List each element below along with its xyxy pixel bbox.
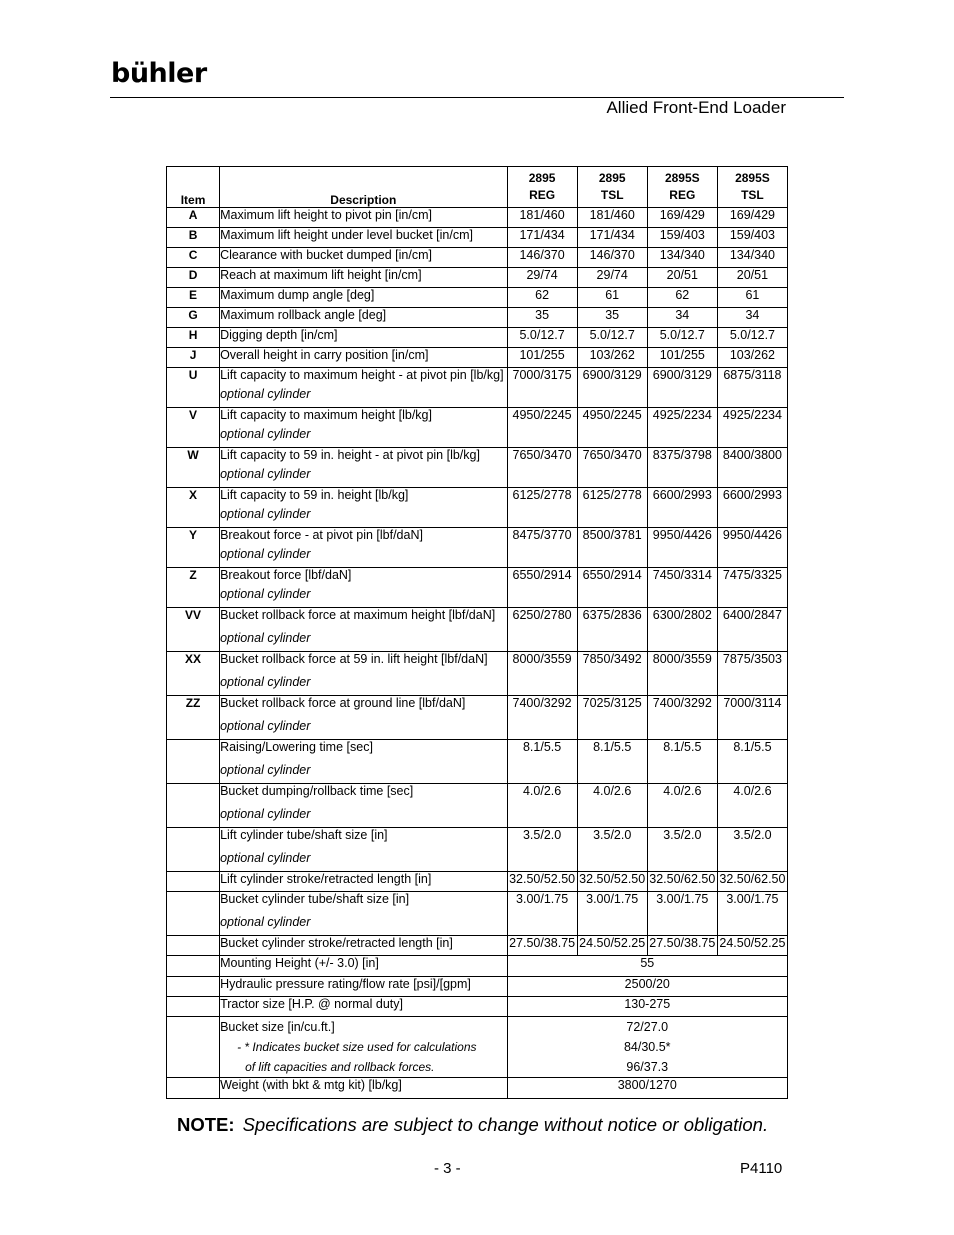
row-value: 103/262 <box>577 348 647 368</box>
table-row <box>167 997 788 1017</box>
row-value: 7850/3492 <box>577 652 647 696</box>
row-value: 6900/3129 <box>577 368 647 408</box>
header-model-2895s-reg <box>647 167 717 208</box>
model-name: 2895 <box>598 171 626 185</box>
row-value-merged: 55 <box>507 956 787 977</box>
row-value: 27.50/38.75 <box>507 936 577 956</box>
row-value: 8000/3559 <box>647 652 717 696</box>
item-code: J <box>167 348 220 368</box>
item-code <box>167 936 220 956</box>
row-description: Clearance with bucket dumped [in/cm] <box>220 248 507 268</box>
row-value: 7650/3470 <box>577 448 647 488</box>
row-value: 3.5/2.0 <box>647 828 717 872</box>
row-value: 5.0/12.7 <box>647 328 717 348</box>
row-description <box>220 784 507 828</box>
row-value: 3.00/1.75 <box>717 892 787 936</box>
row-value: 159/403 <box>717 228 787 248</box>
item-code: V <box>167 408 220 448</box>
table-row <box>167 1017 788 1078</box>
item-code <box>167 740 220 784</box>
optional-cylinder-label: optional cylinder <box>220 631 311 645</box>
model-variant: REG <box>669 188 696 202</box>
row-description-text: Lift capacity to maximum height - at pivot pin [lb/kg] <box>220 368 504 382</box>
row-value: 6600/2993 <box>647 488 717 528</box>
row-value: 103/262 <box>717 348 787 368</box>
table-row <box>167 228 788 248</box>
document-number: P4110 <box>740 1160 783 1177</box>
item-code <box>167 956 220 977</box>
bucket-size-value: 84/30.5* <box>623 1040 671 1054</box>
row-value: 20/51 <box>647 268 717 288</box>
row-value: 146/370 <box>507 248 577 268</box>
row-value: 181/460 <box>577 208 647 228</box>
row-value: 8.1/5.5 <box>577 740 647 784</box>
row-description: Maximum lift height under level bucket [in/cm] <box>220 228 507 248</box>
table-row <box>167 268 788 288</box>
row-value: 4.0/2.6 <box>507 784 577 828</box>
row-value: 171/434 <box>577 228 647 248</box>
table-row <box>167 892 788 936</box>
model-variant: TSL <box>741 188 764 202</box>
row-value: 4925/2234 <box>717 408 787 448</box>
item-code: U <box>167 368 220 408</box>
row-value: 7875/3503 <box>717 652 787 696</box>
table-row <box>167 872 788 892</box>
table-row <box>167 288 788 308</box>
row-description: Reach at maximum lift height [in/cm] <box>220 268 507 288</box>
row-description-text: Raising/Lowering time [sec] <box>220 740 373 754</box>
row-value: 4950/2245 <box>507 408 577 448</box>
row-value: 4.0/2.6 <box>647 784 717 828</box>
item-code: B <box>167 228 220 248</box>
model-name: 2895S <box>735 171 770 185</box>
row-value: 5.0/12.7 <box>717 328 787 348</box>
optional-cylinder-label: optional cylinder <box>220 763 311 777</box>
row-description <box>220 652 507 696</box>
model-name: 2895 <box>528 171 556 185</box>
row-value: 32.50/52.50 <box>507 872 577 892</box>
row-value-merged: 3800/1270 <box>507 1078 787 1099</box>
row-value: 27.50/38.75 <box>647 936 717 956</box>
document-title: Allied Front-End Loader <box>606 98 786 117</box>
row-description: Maximum lift height to pivot pin [in/cm] <box>220 208 507 228</box>
optional-cylinder-label: optional cylinder <box>220 719 311 733</box>
table-row <box>167 784 788 828</box>
item-code: G <box>167 308 220 328</box>
optional-cylinder-label: optional cylinder <box>220 807 311 821</box>
row-value: 32.50/52.50 <box>577 872 647 892</box>
row-value: 3.5/2.0 <box>507 828 577 872</box>
table-row <box>167 977 788 997</box>
row-value: 8375/3798 <box>647 448 717 488</box>
row-description-text: Bucket rollback force at ground line [lbf/daN] <box>220 696 466 710</box>
row-value: 6375/2836 <box>577 608 647 652</box>
table-row <box>167 208 788 228</box>
row-description <box>220 528 507 568</box>
row-value: 7025/3125 <box>577 696 647 740</box>
model-name: 2895S <box>664 171 700 185</box>
item-code: Y <box>167 528 220 568</box>
optional-cylinder-rows <box>167 368 788 872</box>
row-value: 32.50/62.50 <box>647 872 717 892</box>
row-description-text: Bucket dumping/rollback time [sec] <box>220 784 414 798</box>
table-row <box>167 348 788 368</box>
table-row <box>167 936 788 956</box>
optional-cylinder-label: optional cylinder <box>220 547 311 561</box>
row-description <box>220 892 507 936</box>
row-description-text: Lift capacity to 59 in. height - at pivot pin [lb/kg] <box>220 448 480 462</box>
item-code <box>167 784 220 828</box>
table-row <box>167 368 788 408</box>
row-value: 8000/3559 <box>507 652 577 696</box>
row-value: 4925/2234 <box>647 408 717 448</box>
item-code: XX <box>167 652 220 696</box>
row-value: 171/434 <box>507 228 577 248</box>
row-value: 7400/3292 <box>507 696 577 740</box>
optional-cylinder-label: optional cylinder <box>220 507 311 521</box>
row-value-merged: 130-275 <box>507 997 787 1017</box>
row-description: Bucket cylinder stroke/retracted length [in] <box>220 936 507 956</box>
row-value: 20/51 <box>717 268 787 288</box>
row-value: 7000/3114 <box>717 696 787 740</box>
bucket-note-line-2: of lift capacities and rollback forces. <box>245 1060 435 1074</box>
item-code <box>167 872 220 892</box>
row-value: 4.0/2.6 <box>577 784 647 828</box>
table-row <box>167 608 788 652</box>
buhler-logo: bühler <box>111 58 207 89</box>
row-description: Tractor size [H.P. @ normal duty] <box>220 997 507 1017</box>
row-description <box>220 828 507 872</box>
bucket-size-value: 96/37.3 <box>626 1060 669 1074</box>
table-row <box>167 448 788 488</box>
optional-cylinder-label: optional cylinder <box>220 915 311 929</box>
table-row <box>167 652 788 696</box>
row-value: 6900/3129 <box>647 368 717 408</box>
row-value: 4950/2245 <box>577 408 647 448</box>
row-value: 3.00/1.75 <box>577 892 647 936</box>
row-value: 7000/3175 <box>507 368 577 408</box>
table-row <box>167 828 788 872</box>
note-label: NOTE: <box>177 1114 235 1135</box>
table-header-row <box>167 167 788 208</box>
row-description-text: Bucket cylinder tube/shaft size [in] <box>220 892 410 906</box>
item-code <box>167 1078 220 1099</box>
item-code <box>167 892 220 936</box>
row-value: 6250/2780 <box>507 608 577 652</box>
row-value: 29/74 <box>577 268 647 288</box>
header-model-2895-reg <box>507 167 577 208</box>
row-value: 6400/2847 <box>717 608 787 652</box>
row-value: 8500/3781 <box>577 528 647 568</box>
row-value: 3.5/2.0 <box>717 828 787 872</box>
row-value: 146/370 <box>577 248 647 268</box>
row-value: 7400/3292 <box>647 696 717 740</box>
row-description-text: Lift capacity to 59 in. height [lb/kg] <box>220 488 409 502</box>
row-value: 9950/4426 <box>717 528 787 568</box>
row-description-text: Breakout force [lbf/daN] <box>220 568 352 582</box>
row-description <box>220 1017 507 1078</box>
row-value-merged: 2500/20 <box>507 977 787 997</box>
row-value: 134/340 <box>717 248 787 268</box>
item-code: D <box>167 268 220 288</box>
item-code: VV <box>167 608 220 652</box>
item-code: E <box>167 288 220 308</box>
row-value: 6600/2993 <box>717 488 787 528</box>
row-value: 24.50/52.25 <box>717 936 787 956</box>
row-value: 3.00/1.75 <box>647 892 717 936</box>
table-row <box>167 528 788 568</box>
row-description <box>220 448 507 488</box>
header-description: Description <box>220 167 507 208</box>
row-description: Digging depth [in/cm] <box>220 328 507 348</box>
row-value: 3.5/2.0 <box>577 828 647 872</box>
row-description-text: Bucket rollback force at 59 in. lift height [lbf/daN] <box>220 652 488 666</box>
row-value: 32.50/62.50 <box>717 872 787 892</box>
row-value: 6300/2802 <box>647 608 717 652</box>
table-row <box>167 308 788 328</box>
row-description-text: Lift cylinder tube/shaft size [in] <box>220 828 388 842</box>
note-text: Specifications are subject to change without notice or obligation. <box>242 1114 769 1135</box>
table-row <box>167 740 788 784</box>
row-value: 5.0/12.7 <box>507 328 577 348</box>
table-row <box>167 328 788 348</box>
optional-cylinder-label: optional cylinder <box>220 387 311 401</box>
row-description: Weight (with bkt & mtg kit) [lb/kg] <box>220 1078 507 1099</box>
row-value: 62 <box>647 288 717 308</box>
optional-cylinder-label: optional cylinder <box>220 587 311 601</box>
item-code: A <box>167 208 220 228</box>
row-value: 7475/3325 <box>717 568 787 608</box>
header-model-2895s-tsl <box>717 167 787 208</box>
row-value: 24.50/52.25 <box>577 936 647 956</box>
header-item: Item <box>167 167 220 208</box>
row-description <box>220 408 507 448</box>
item-code: ZZ <box>167 696 220 740</box>
row-description <box>220 740 507 784</box>
row-description <box>220 488 507 528</box>
page-number: - 3 - <box>434 1160 461 1177</box>
row-value: 169/429 <box>647 208 717 228</box>
row-value: 62 <box>507 288 577 308</box>
table-row <box>167 1078 788 1099</box>
item-code: Z <box>167 568 220 608</box>
model-variant: TSL <box>600 188 624 202</box>
row-value: 8.1/5.5 <box>507 740 577 784</box>
item-code <box>167 977 220 997</box>
row-value: 3.00/1.75 <box>507 892 577 936</box>
bucket-note-line-1: - * Indicates bucket size used for calculations <box>237 1040 477 1054</box>
header-model-2895-tsl <box>577 167 647 208</box>
row-description: Maximum dump angle [deg] <box>220 288 507 308</box>
optional-cylinder-label: optional cylinder <box>220 675 311 689</box>
disclaimer-note <box>177 1114 768 1136</box>
row-value: 7450/3314 <box>647 568 717 608</box>
item-code: W <box>167 448 220 488</box>
row-value: 34 <box>717 308 787 328</box>
simple-rows <box>167 208 788 368</box>
row-value: 4.0/2.6 <box>717 784 787 828</box>
table-row <box>167 956 788 977</box>
table-row <box>167 248 788 268</box>
row-value: 35 <box>577 308 647 328</box>
row-value: 6550/2914 <box>577 568 647 608</box>
row-value: 6875/3118 <box>717 368 787 408</box>
row-value: 7650/3470 <box>507 448 577 488</box>
row-value: 181/460 <box>507 208 577 228</box>
row-description-text: Bucket size [in/cu.ft.] <box>220 1020 335 1034</box>
row-value: 29/74 <box>507 268 577 288</box>
row-value: 8.1/5.5 <box>647 740 717 784</box>
item-code: X <box>167 488 220 528</box>
row-description: Mounting Height (+/- 3.0) [in] <box>220 956 507 977</box>
bucket-size-value: 72/27.0 <box>626 1020 669 1034</box>
row-value: 9950/4426 <box>647 528 717 568</box>
row-value: 34 <box>647 308 717 328</box>
model-variant: REG <box>529 188 556 202</box>
row-description: Maximum rollback angle [deg] <box>220 308 507 328</box>
row-description <box>220 568 507 608</box>
row-value: 61 <box>717 288 787 308</box>
row-value: 134/340 <box>647 248 717 268</box>
item-code <box>167 997 220 1017</box>
row-description-text: Breakout force - at pivot pin [lbf/daN] <box>220 528 423 542</box>
table-row <box>167 408 788 448</box>
row-description <box>220 368 507 408</box>
row-value: 101/255 <box>647 348 717 368</box>
row-value: 61 <box>577 288 647 308</box>
row-value: 6125/2778 <box>507 488 577 528</box>
row-description-text: Lift capacity to maximum height [lb/kg] <box>220 408 432 422</box>
table-row <box>167 568 788 608</box>
row-value: 5.0/12.7 <box>577 328 647 348</box>
row-description: Overall height in carry position [in/cm] <box>220 348 507 368</box>
row-description <box>220 608 507 652</box>
row-description: Lift cylinder stroke/retracted length [in] <box>220 872 507 892</box>
row-description-text: Bucket rollback force at maximum height [lbf/daN] <box>220 608 496 622</box>
table-row <box>167 488 788 528</box>
table-row <box>167 696 788 740</box>
row-value: 169/429 <box>717 208 787 228</box>
optional-cylinder-label: optional cylinder <box>220 467 311 481</box>
row-value: 6550/2914 <box>507 568 577 608</box>
optional-cylinder-label: optional cylinder <box>220 427 311 441</box>
row-value: 8475/3770 <box>507 528 577 568</box>
row-value: 35 <box>507 308 577 328</box>
specifications-table <box>166 166 788 1099</box>
row-value: 8400/3800 <box>717 448 787 488</box>
row-description <box>220 696 507 740</box>
item-code: C <box>167 248 220 268</box>
row-value: 101/255 <box>507 348 577 368</box>
row-value: 8.1/5.5 <box>717 740 787 784</box>
item-code <box>167 1017 220 1078</box>
optional-cylinder-label: optional cylinder <box>220 851 311 865</box>
row-description: Hydraulic pressure rating/flow rate [psi]/[gpm] <box>220 977 507 997</box>
row-value: 159/403 <box>647 228 717 248</box>
item-code: H <box>167 328 220 348</box>
item-code <box>167 828 220 872</box>
row-value: 6125/2778 <box>577 488 647 528</box>
bucket-size-values <box>507 1017 787 1078</box>
